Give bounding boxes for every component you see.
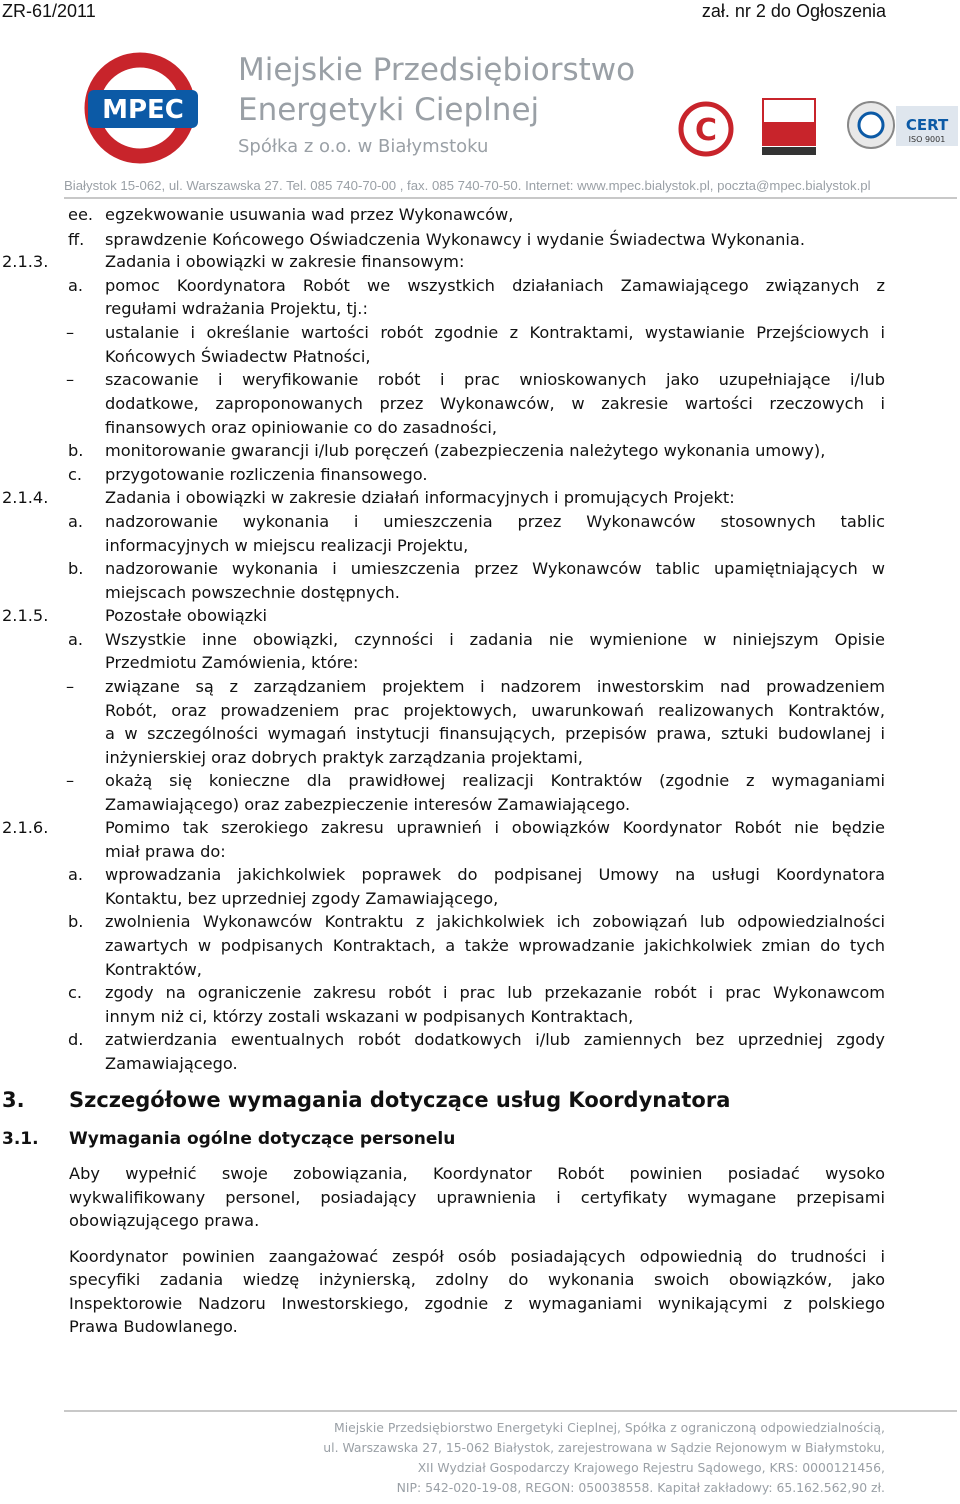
teraz-polska-badge	[762, 98, 816, 156]
list-item-text: zatwierdzania ewentualnych robót dodatkowych i/lub zamiennych bez uprzedniej zgody	[105, 1030, 885, 1049]
section-2-1-6-text: Pomimo tak szerokiego zakresu uprawnień i obowiązków Koordynator Robót nie będzie	[105, 818, 885, 837]
list-marker: c.	[68, 983, 83, 1002]
dash-item-text: a w szczególności wymagań instytucji finansujących, przepisów prawa, sztuki budowlanej i	[105, 724, 885, 743]
dash-item-text: szacowanie i weryfikowanie robót i prac wnioskowanych jako uzupełniające i/lub	[105, 370, 885, 389]
list-item-text: zgody na ograniczenie zakresu robót i prac lub przekazanie robót i prac Wykonawcom	[105, 983, 885, 1002]
heading-3-1-number: 3.1.	[2, 1129, 39, 1149]
list-item-text: nadzorowanie wykonania i umieszczenia przez Wykonawców stosownych tablic	[105, 512, 885, 531]
svg-text:C: C	[694, 113, 718, 148]
section-2-1-3-title: Zadania i obowiązki w zakresie finansowym:	[105, 252, 465, 271]
section-2-1-4-title: Zadania i obowiązki w zakresie działań informacyjnych i promujących Projekt:	[105, 488, 735, 507]
dash-item-text: finansowych oraz opiniowanie co do zasadności,	[105, 418, 498, 437]
paragraph-1: obowiązującego prawa.	[69, 1211, 260, 1230]
tuv-seal-badge	[846, 100, 896, 150]
list-item-text: Zamawiającego.	[105, 1054, 238, 1073]
dash-item-text: Końcowych Świadectw Płatności,	[105, 347, 371, 366]
list-marker: a.	[68, 865, 84, 884]
list-marker: b.	[68, 441, 84, 460]
list-item-text: wprowadzania jakichkolwiek poprawek do podpisanej Umowy na usługi Koordynatora	[105, 865, 885, 884]
footer-divider	[64, 1410, 957, 1412]
list-item-text: zawartych w podpisanych Kontraktach, a także wprowadzanie jakichkolwiek zmian do tych	[105, 936, 885, 955]
dash-item-text: związane są z zarządzaniem projektem i nadzorem inwestorskim nad prowadzeniem	[105, 677, 885, 696]
list-marker: c.	[68, 465, 83, 484]
heading-3-title: Szczegółowe wymagania dotyczące usług Koordynatora	[69, 1088, 731, 1112]
dash-item-text: ustalanie i określanie wartości robót zgodnie z Kontraktami, wystawianie Przejściowych i	[105, 323, 885, 342]
header-divider	[64, 197, 957, 199]
paragraph-1: wykwalifikowany personel, posiadający uprawnienia i certyfikaty wymagane przepisami	[69, 1188, 885, 1207]
footer-line: NIP: 542-020-19-08, REGON: 050038558. Kapitał zakładowy: 65.162.562,90 zł.	[396, 1480, 885, 1495]
list-marker: a.	[68, 512, 84, 531]
list-item-text: Wszystkie inne obowiązki, czynności i zadania nie wymienione w niniejszym Opisie	[105, 630, 885, 649]
section-2-1-5-title: Pozostałe obowiązki	[105, 606, 268, 625]
dash-item-text: dodatkowe, zaproponowanych przez Wykonawców, w zakresie wartości rzeczowych i	[105, 394, 885, 413]
paragraph-2: Prawa Budowlanego.	[69, 1317, 238, 1336]
cieplo-systemowe-badge	[676, 100, 736, 158]
paragraph-2: Koordynator powinien zaangażować zespół osób posiadających odpowiednią do trudności i	[69, 1247, 885, 1266]
list-item-text: Kontraktów,	[105, 960, 202, 979]
dash-bullet: –	[66, 677, 75, 696]
paragraph-2: Inspektorowie Nadzoru Inwestorskiego, zgodnie z wymaganiami wynikającymi z polskiego	[69, 1294, 885, 1313]
section-2-1-5-number: 2.1.5.	[2, 606, 49, 625]
section-2-1-6-number: 2.1.6.	[2, 818, 49, 837]
list-item-text: Przedmiotu Zamówienia, które:	[105, 653, 359, 672]
section-2-1-4-number: 2.1.4.	[2, 488, 49, 507]
company-address: Białystok 15-062, ul. Warszawska 27. Tel. 085 740-70-00 , fax. 085 740-70-50. Internet: www.mpec.bialystok.pl, poczta@mpec.bialystok.pl	[64, 178, 871, 193]
section-2-1-6-text: miał prawa do:	[105, 842, 226, 861]
paragraph-2: specyfiki zadania wiedzę inżynierską, zdolny do wykonania swoich obowiązków, jako	[69, 1270, 885, 1289]
heading-3-1-title: Wymagania ogólne dotyczące personelu	[69, 1129, 456, 1149]
list-item-text: innym niż ci, którzy zostali wskazani w podpisanych Kontraktach,	[105, 1007, 634, 1026]
dash-item-text: inżynierskiej oraz dobrych praktyk zarządzania projektami,	[105, 748, 583, 767]
list-item-text: monitorowanie gwarancji i/lub poręczeń (zabezpieczenia należytego wykonania umowy),	[105, 441, 826, 460]
list-marker: a.	[68, 276, 84, 295]
svg-text:CERT: CERT	[905, 116, 949, 134]
section-2-1-3-number: 2.1.3.	[2, 252, 49, 271]
dash-bullet: –	[66, 370, 75, 389]
company-name-line2: Energetyki Cieplnej	[238, 92, 540, 128]
dash-item-text: Robót, oraz prowadzeniem prac projektowych, uwarunkowań realizowanych Kontraktów,	[105, 701, 885, 720]
list-marker: d.	[68, 1030, 84, 1049]
mpec-logo	[78, 50, 228, 168]
tuv-cert-badge	[896, 106, 958, 146]
list-item-text: regułami wdrażania Projektu, tj.:	[105, 299, 368, 318]
list-item-text: miejscach powszechnie dostępnych.	[105, 583, 400, 602]
company-name-line3: Spółka z o.o. w Białymstoku	[238, 136, 489, 157]
list-item-text: przygotowanie rozliczenia finansowego.	[105, 465, 428, 484]
list-marker: b.	[68, 912, 84, 931]
footer-line: ul. Warszawska 27, 15-062 Białystok, zarejestrowana w Sądzie Rejonowym w Białymstoku,	[323, 1440, 885, 1455]
list-item-text: zwolnienia Wykonawców Kontraktu z jakichkolwiek ich zobowiązań lub odpowiedzialności	[105, 912, 885, 931]
list-item-text: Kontaktu, bez uprzedniej zgody Zamawiającego,	[105, 889, 499, 908]
document-ref: ZR-61/2011	[2, 1, 96, 21]
svg-text:ISO 9001: ISO 9001	[908, 135, 946, 144]
list-item-text: nadzorowanie wykonania i umieszczenia przez Wykonawców tablic upamiętniających w	[105, 559, 885, 578]
attachment-label: zał. nr 2 do Ogłoszenia	[701, 1, 886, 21]
footer-line: Miejskie Przedsiębiorstwo Energetyki Cieplnej, Spółka z ograniczoną odpowiedzialnością,	[334, 1420, 885, 1435]
dash-bullet: –	[66, 771, 75, 790]
logo-text: MPEC	[102, 95, 184, 125]
dash-item-text: Zamawiającego) oraz zabezpieczenie interesów Zamawiającego.	[105, 795, 631, 814]
dash-bullet: –	[66, 323, 75, 342]
list-marker: b.	[68, 559, 84, 578]
list-item-text: pomoc Koordynatora Robót we wszystkich działaniach Zamawiającego związanych z	[105, 276, 885, 295]
heading-3-number: 3.	[2, 1088, 25, 1112]
paragraph-1: Aby wypełnić swoje zobowiązania, Koordynator Robót powinien posiadać wysoko	[69, 1164, 885, 1183]
dash-item-text: okażą się konieczne dla prawidłowej realizacji Kontraktów (zgodnie z wymaganiami	[105, 771, 885, 790]
footer-line: XII Wydział Gospodarczy Krajowego Rejestru Sądowego, KRS: 0000121456,	[417, 1460, 885, 1475]
company-name-line1: Miejskie Przedsiębiorstwo	[238, 52, 636, 88]
list-marker: a.	[68, 630, 84, 649]
list-item-text: informacyjnych w miejscu realizacji Projektu,	[105, 536, 469, 555]
